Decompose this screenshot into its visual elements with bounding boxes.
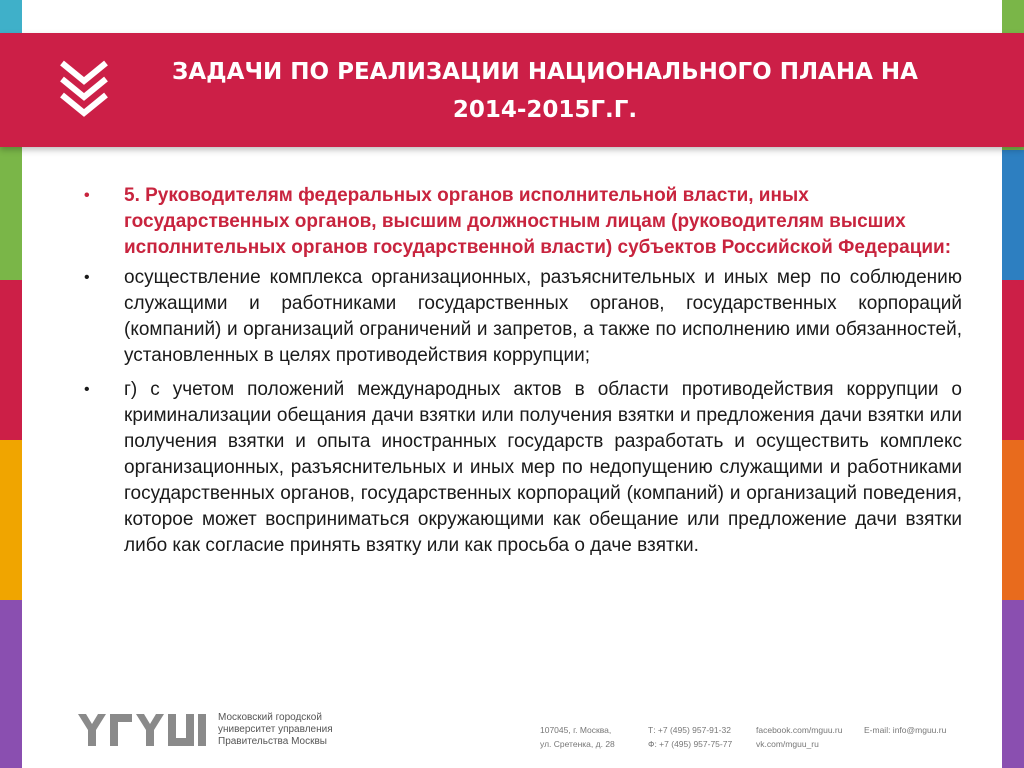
bullet-icon: •: [84, 269, 90, 286]
list-item: [84, 265, 962, 369]
list-item-text: 5. Руководителям федеральных органов исполнительной власти, иных государственных органов, высшим должностным лицам (руководителям высших исполнительных органов государственной власти) субъектов Российской Федерации:: [124, 185, 952, 258]
university-logo-icon: [78, 714, 208, 746]
university-name: [218, 712, 368, 748]
footer: [0, 700, 1024, 768]
footer-phones: [648, 723, 732, 751]
bullet-list: [84, 183, 962, 567]
email-link[interactable]: E-mail: info@mguu.ru: [864, 725, 947, 735]
footer-address: [540, 723, 615, 751]
footer-email: [864, 723, 946, 737]
address-line: 107045, г. Москва,: [540, 725, 612, 735]
vk-link[interactable]: vk.com/mguu_ru: [756, 739, 819, 749]
title-line-1: ЗАДАЧИ ПО РЕАЛИЗАЦИИ НАЦИОНАЛЬНОГО ПЛАНА НА: [172, 59, 918, 85]
list-item: [84, 377, 962, 559]
page-title: [120, 53, 970, 129]
chevron-stack-icon: [58, 59, 110, 119]
list-item-text: г) с учетом положений международных актов в области противодействия коррупции о криминализации обещания дачи взятки или получения взятки и предложения дачи взятки или получения взятки и опыта иностранных государств разработать и осуществить комплекс организационных, разъяснительных и иных мер по недопущению служащими и работниками государственных органов, государственных корпораций (компаний) и организаций поведения, которое может восприниматься окружающими как обещание или предложение дачи взятки либо как согласие принять взятку или как просьба о даче взятки.: [124, 379, 962, 556]
facebook-link[interactable]: facebook.com/mguu.ru: [756, 725, 843, 735]
bullet-icon: •: [84, 187, 90, 204]
title-line-2: 2014-2015Г.Г.: [452, 97, 638, 123]
org-name-line: университет управления: [218, 724, 333, 735]
header-banner: [0, 33, 1024, 147]
org-name-line: Правительства Москвы: [218, 736, 327, 747]
bullet-icon: •: [84, 381, 90, 398]
list-item: [84, 183, 962, 261]
phone-number: Т: +7 (495) 957-91-32: [648, 725, 731, 735]
fax-number: Ф: +7 (495) 957-75-77: [648, 739, 733, 749]
org-name-line: Московский городской: [218, 712, 322, 723]
address-line: ул. Сретенка, д. 28: [540, 739, 615, 749]
footer-social: [756, 723, 842, 751]
list-item-text: осуществление комплекса организационных, разъяснительных и иных мер по соблюдению служащими и работниками государственных органов, государственных корпораций (компаний) и организаций ограничений и запретов, а также по исполнению ими обязанностей, установленных в целях противодействия коррупции;: [124, 267, 962, 366]
